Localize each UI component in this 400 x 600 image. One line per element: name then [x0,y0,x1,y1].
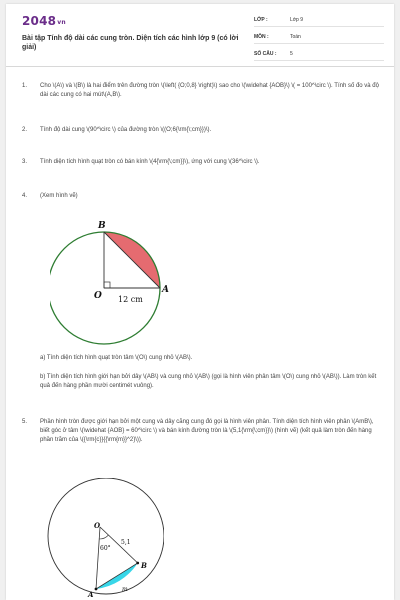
point-a [95,588,98,591]
question-text: Cho \(A\) và \(B\) là hai điểm trên đường tròn \(\left( {O;0,8} \right)\) sao cho \(\widehat {AOB}\) \( = 100^\circ \). Tính số đo và độ dài các cung có hai mút\(A,B\). [40,83,379,98]
label-o: O [94,521,101,530]
meta-key: MÔN : [254,34,269,40]
meta-value: Toán [290,34,301,40]
label-o: O [94,291,102,301]
meta-row-count [254,48,384,61]
meta-value: Lớp 9 [290,17,304,23]
question-5-figure [34,478,164,600]
length-label: 12 cm [118,295,143,304]
point-b [136,562,139,565]
meta-row-grade [254,14,384,27]
document-header [6,4,394,67]
question-number: 3. [22,159,28,165]
meta-row-subject [254,31,384,44]
radius-label: 5,1 [121,539,131,546]
question-number: 5. [22,419,28,425]
question-number: 1. [22,83,28,89]
radius-oa [96,527,100,589]
question-4-part-a: a) Tính diện tích hình quạt tròn tâm \(O\) cung nhỏ \(AB\). [40,355,193,361]
question-number: 4. [22,193,28,199]
question-text: (Xem hình vẽ) [40,193,78,199]
chord-ab [96,563,138,589]
angle-label: 60° [100,545,111,552]
label-m: m [122,586,128,593]
site-logo[interactable] [22,14,66,28]
label-b: B [98,221,106,231]
label-a: A [162,285,169,295]
page-title: Bài tập Tính độ dài các cung tròn. Diện tích các hình lớp 9 (có lời giải) [22,35,239,51]
meta-key: LỚP : [254,17,268,23]
question-text: Phần hình tròn được giới hạn bởi một cung và dây căng cung đó gọi là hình viên phân. Tính diện tích hình viên phân \(AmB\), biết góc ở tâm \(\widehat {AOB} = 60^\circ \) và bán kính đường tròn là \(5,1{\rm{\;cm}}\) (hình vẽ) (kết quả làm tròn đến hàng phần trăm của \({\rm{c}}{{\rm{m}}^2}\)). [40,419,374,443]
meta-value: 5 [290,51,293,57]
angle-arc [99,535,108,539]
label-a: A [88,590,94,599]
question-text: Tính diện tích hình quạt tròn có bán kính \(4{\rm{\;cm}}\), ứng với cung \(36^\circ \). [40,159,260,165]
circle-outline [48,478,164,594]
question-number: 2. [22,127,28,133]
right-angle-mark [104,282,110,288]
logo-text: 2048 [22,14,57,28]
question-text: Tính độ dài cung \(90^\circ \) của đường tròn \((O;6{\rm{\;cm}})\). [40,127,212,133]
meta-info [254,14,384,65]
meta-key: SỐ CÂU : [254,51,277,57]
logo-suffix: vn [57,19,66,26]
question-4-part-b: b) Tính diện tích hình giới hạn bởi dây \(AB\) và cung nhỏ \(AB\) (gọi là hình viên phân tâm \(O\) cung nhỏ \(AB\)). Làm tròn kết quả đến hàng phần mười centimét vuông). [40,374,377,389]
label-b: B [141,561,147,570]
document-page [6,4,394,600]
question-4-figure [50,212,180,348]
